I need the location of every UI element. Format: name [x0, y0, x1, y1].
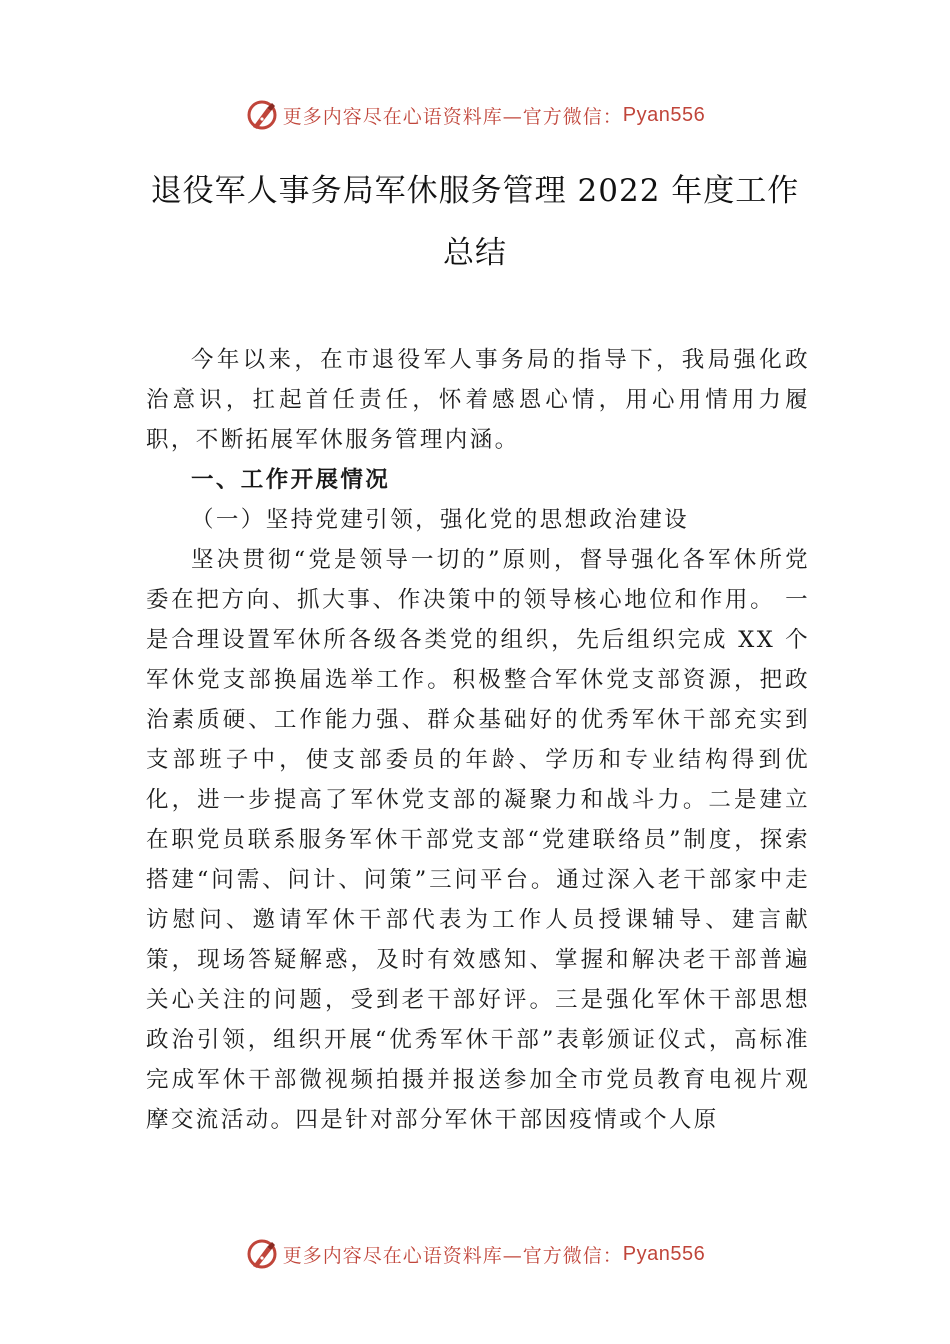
watermark-text: 更多内容尽在心语资料库—官方微信：: [282, 1244, 623, 1267]
fountain-pen-logo-icon: [245, 98, 279, 132]
watermark-wechat-id: Pyan556: [622, 103, 706, 126]
fountain-pen-logo-icon: [245, 1237, 279, 1271]
watermark-text: 更多内容尽在心语资料库—官方微信：: [282, 105, 623, 128]
document-body: [146, 340, 810, 1140]
watermark-wechat-id: Pyan556: [622, 1242, 706, 1265]
body-paragraph: 坚决贯彻“党是领导一切的”原则，督导强化各军休所党委在把方向、抓大事、作决策中的领导核心地位和作用。 一是合理设置军休所各级各类党的组织，先后组织完成 XX 个军休党支部换届选举工作。积极整合军休党支部资源，把政治素质硬、工作能力强、群众基础好的优秀军休干部充实到支部班子中，使支部委员的年龄、学历和专业结构得到优化，进一步提高了军休党支部的凝聚力和战斗力。二是建立在职党员联系服务军休干部党支部“党建联络员”制度，探索搭建“问需、问计、问策”三问平台。通过深入老干部家中走访慰问、邀请军休干部代表为工作人员授课辅导、建言献策，现场答疑解惑，及时有效感知、掌握和解决老干部普遍关心关注的问题，受到老干部好评。三是强化军休干部思想政治引领，组织开展“优秀军休干部”表彰颁证仪式，高标准完成军休干部微视频拍摄并报送参加全市党员教育电视片观摩交流活动。四是针对部分军休干部因疫情或个人原: [146, 547, 810, 1133]
document-title: 退役军人事务局军休服务管理 2022 年度工作总结: [150, 173, 800, 271]
section-heading: 一、工作开展情况: [191, 467, 391, 493]
intro-paragraph: 今年以来，在市退役军人事务局的指导下，我局强化政治意识，扛起首任责任，怀着感恩心情，用心用情用力履职，不断拓展军休服务管理内涵。: [146, 347, 810, 453]
subsection-heading: （一）坚持党建引领，强化党的思想政治建设: [191, 507, 690, 533]
watermark-footer: [0, 1234, 950, 1274]
watermark-header: [0, 95, 950, 135]
